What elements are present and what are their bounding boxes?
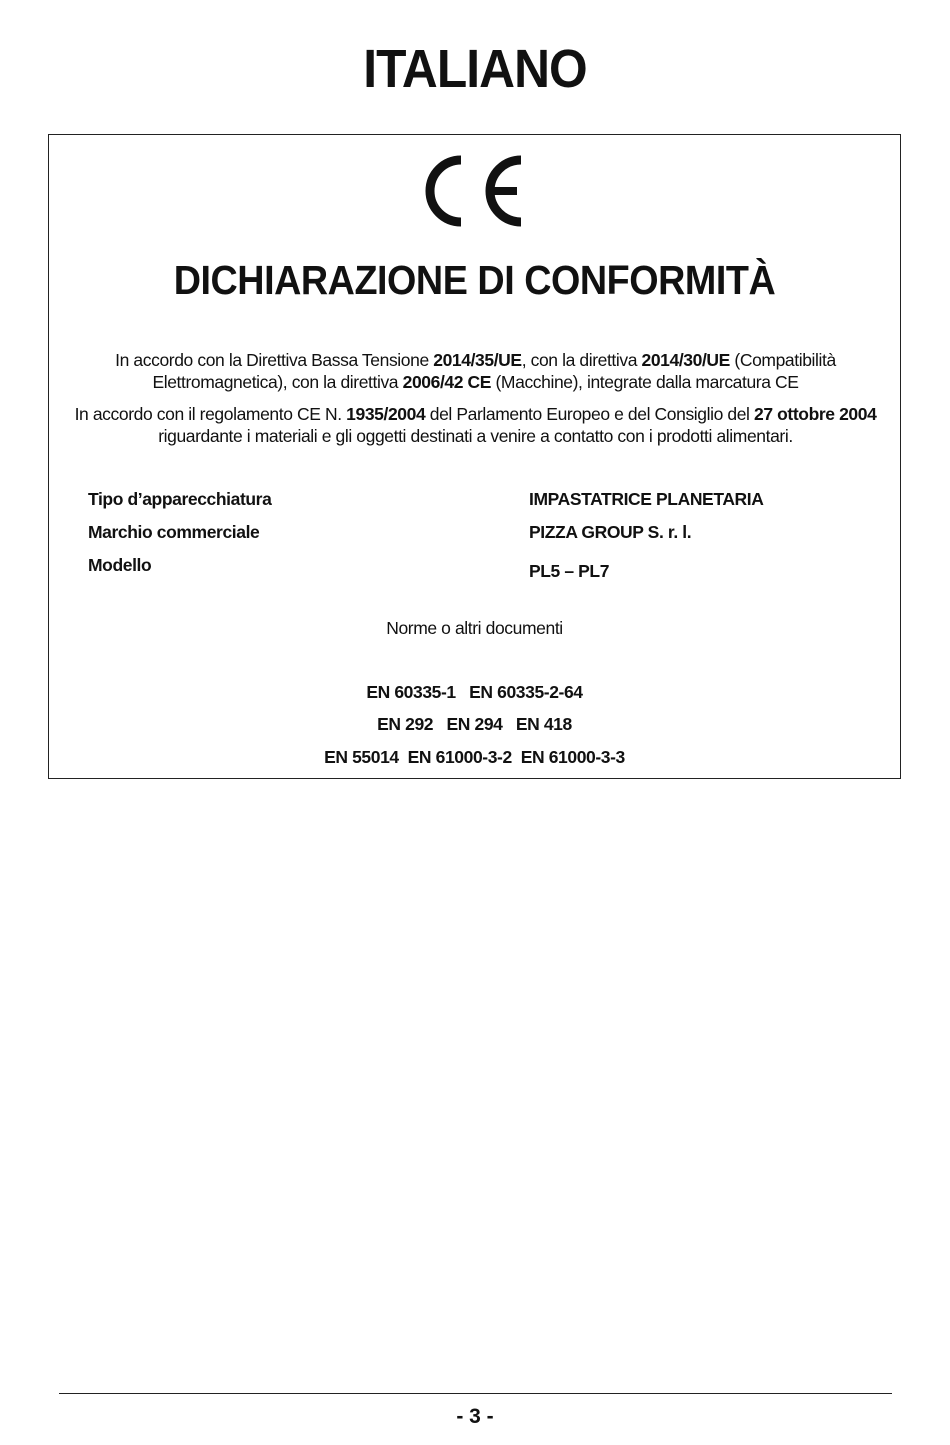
regulation-paragraph: In accordo con il regolamento CE N. 1935/2004 del Parlamento Europeo e del Consiglio del 27 ottobre 2004 riguardante i materiali e gli oggetti destinati a venire a contatto con i prodotti alimentari. [74,404,877,446]
language-heading: ITALIANO [363,39,587,99]
standards-line: EN 292 EN 294 EN 418 [377,714,572,734]
equipment-type-label: Tipo d’apparecchiatura [88,489,272,509]
trademark-label: Marchio commerciale [88,522,260,542]
footer-divider [59,1393,892,1394]
page-number: - 3 - [456,1405,494,1428]
trademark-value: PIZZA GROUP S. r. l. [529,522,692,542]
standards-line: EN 55014 EN 61000-3-2 EN 61000-3-3 [324,747,625,767]
standards-line: EN 60335-1 EN 60335-2-64 [366,682,583,702]
model-value: PL5 – PL7 [529,561,610,581]
ce-mark-icon [423,153,527,229]
model-label: Modello [88,555,152,575]
declaration-box [48,134,901,779]
declaration-title: DICHIARAZIONE DI CONFORMITÀ [173,257,776,303]
standards-heading: Norme o altri documenti [386,618,563,638]
equipment-type-value: IMPASTATRICE PLANETARIA [529,489,764,509]
directives-paragraph: In accordo con la Direttiva Bassa Tensione 2014/35/UE, con la direttiva 2014/30/UE (Compatibilità Elettromagnetica), con la direttiva 2006/42 CE (Macchine), integrate dalla marcatura CE [115,350,836,392]
